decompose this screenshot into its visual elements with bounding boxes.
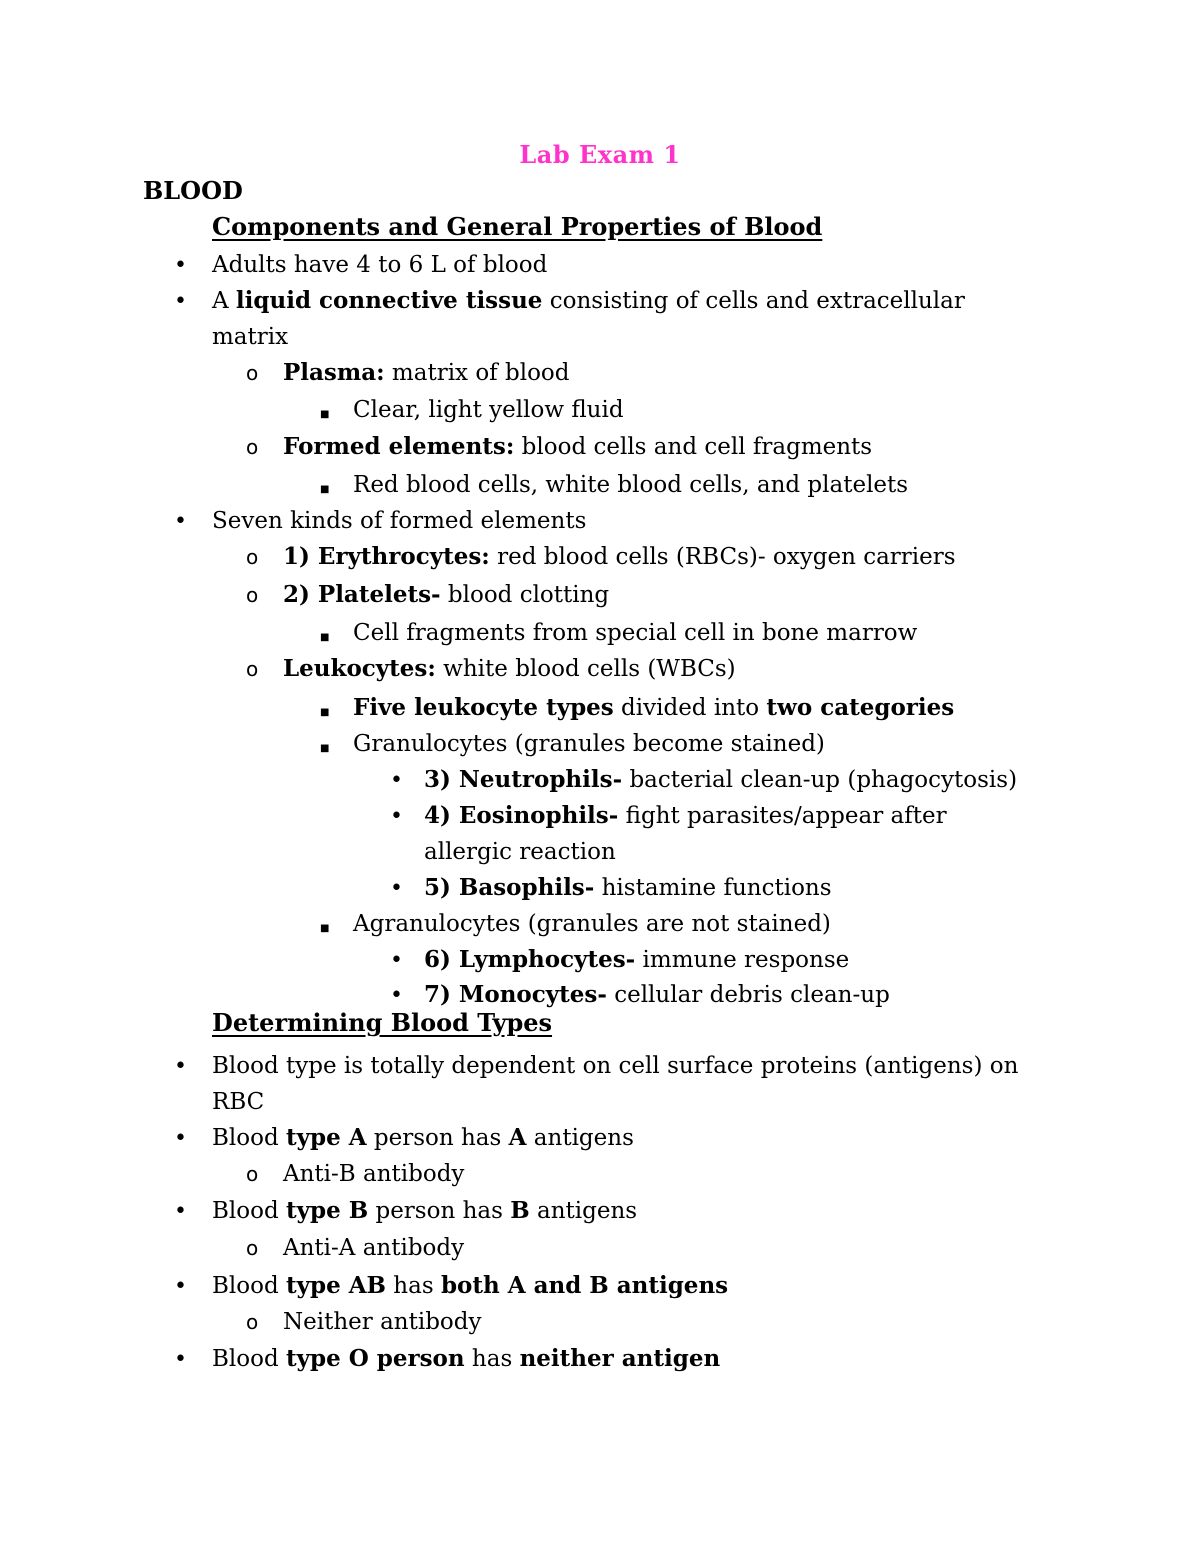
list-item [283,1304,481,1340]
bold-text: B [510,1197,530,1224]
bullet-icon: • [390,804,403,829]
list-item [353,392,624,428]
bold-text: type O person [286,1345,465,1372]
square-bullet-icon: ■ [320,632,330,643]
text-run: has [464,1346,520,1372]
square-bullet-icon: ■ [320,707,330,718]
bold-text: type B [286,1197,369,1224]
text-run: immune response [635,947,850,973]
bold-text: neither antigen [519,1345,721,1372]
circle-bullet-icon: o [246,1236,259,1260]
text-run: Blood [212,1125,286,1151]
text-run: white blood cells (WBCs) [435,656,736,682]
bold-text: Plasma: [283,359,385,386]
circle-bullet-icon: o [246,583,259,607]
bold-text: 6) Lymphocytes- [424,946,636,973]
list-item [283,1156,464,1192]
bullet-icon: • [390,948,403,973]
bold-text: 1) Erythrocytes: [283,543,490,570]
text-run: matrix [212,324,289,350]
list-item [212,1048,1018,1084]
text-run: has [386,1273,441,1299]
bold-text: Five leukocyte types [353,694,614,721]
text-run: histamine functions [594,875,832,901]
list-item [424,762,1017,798]
bold-text: 4) Eosinophils- [424,802,619,829]
list-item [424,798,947,834]
text-run: Agranulocytes (granules are not stained) [353,911,831,937]
text-run: Red blood cells, white blood cells, and platelets [353,472,909,498]
text-run: person has [366,1125,509,1151]
bullet-icon: • [174,1199,187,1224]
bullet-icon: • [174,1347,187,1372]
text-run: Adults have 4 to 6 L of blood [212,252,548,278]
list-item [283,539,956,575]
list-item [283,355,570,391]
text-run: Seven kinds of formed elements [212,508,587,534]
text-run: cellular debris clean-up [606,982,890,1008]
square-bullet-icon: ■ [320,409,330,420]
circle-bullet-icon: o [246,657,259,681]
bold-text: two categories [766,694,955,721]
square-bullet-icon: ■ [320,743,330,754]
text-run: antigens [526,1125,634,1151]
document-title: Lab Exam 1 [519,140,681,169]
bold-text: type AB [286,1272,386,1299]
list-item-continuation [212,319,288,355]
list-item [353,726,825,762]
text-run: A [212,288,236,314]
list-item [353,690,954,726]
list-item [212,1120,634,1156]
list-item-continuation [212,1084,264,1120]
bold-text: 2) Platelets- [283,581,441,608]
list-item [212,1193,637,1229]
text-run: matrix of blood [384,360,570,386]
circle-bullet-icon: o [246,1310,259,1334]
text-run: blood clotting [440,582,610,608]
circle-bullet-icon: o [246,435,259,459]
text-run: Anti-B antibody [283,1161,465,1187]
bold-text: A [508,1124,527,1151]
text-run: Cell fragments from special cell in bone marrow [353,620,918,646]
list-item [353,615,917,651]
list-item-continuation [424,834,616,870]
text-run: Blood [212,1273,286,1299]
bullet-icon: • [174,509,187,534]
circle-bullet-icon: o [246,545,259,569]
list-item [283,577,609,613]
text-run: Neither antibody [283,1309,482,1335]
bold-text: 7) Monocytes- [424,981,607,1008]
text-run: bacterial clean-up (phagocytosis) [622,767,1018,793]
text-run: person has [368,1198,511,1224]
list-item [353,906,831,942]
text-run: antigens [529,1198,638,1224]
text-run: RBC [212,1089,265,1115]
bullet-icon: • [174,253,187,278]
text-run: Blood type is totally dependent on cell surface proteins (antigens) on [212,1053,1019,1079]
text-run: Anti-A antibody [283,1235,465,1261]
bold-text: Leukocytes: [283,655,436,682]
bold-text: both A and B antigens [440,1272,729,1299]
text-run: Blood [212,1346,286,1372]
text-run: fight parasites/appear after [618,803,947,829]
list-item [212,503,586,539]
bold-text: Formed elements: [283,433,515,460]
bullet-icon: • [174,1126,187,1151]
text-run: blood cells and cell fragments [514,434,873,460]
bullet-icon: • [390,768,403,793]
list-item [283,651,736,687]
list-item [212,283,965,319]
circle-bullet-icon: o [246,361,259,385]
text-run: Granulocytes (granules become stained) [353,731,825,757]
list-item [353,467,908,503]
square-bullet-icon: ■ [320,923,330,934]
bold-text: 5) Basophils- [424,874,595,901]
bold-text: liquid connective tissue [235,287,543,314]
text-run: Blood [212,1198,286,1224]
subsection-heading: Components and General Properties of Blood [212,212,823,241]
text-run: red blood cells (RBCs)- oxygen carriers [489,544,956,570]
text-run: Clear, light yellow fluid [353,397,624,423]
bullet-icon: • [390,983,403,1008]
subsection-heading: Determining Blood Types [212,1008,553,1037]
bullet-icon: • [174,1054,187,1079]
text-run: consisting of cells and extracellular [542,288,965,314]
text-run: divided into [613,695,767,721]
list-item [212,1268,728,1304]
list-item [212,1341,720,1377]
list-item [424,942,849,978]
bold-text: type A [286,1124,367,1151]
list-item [212,247,547,283]
list-item [283,429,872,465]
bullet-icon: • [174,1274,187,1299]
list-item [283,1230,464,1266]
list-item [424,870,832,906]
section-title: BLOOD [143,176,243,205]
bold-text: 3) Neutrophils- [424,766,623,793]
circle-bullet-icon: o [246,1162,259,1186]
square-bullet-icon: ■ [320,484,330,495]
text-run: allergic reaction [424,839,616,865]
bullet-icon: • [174,289,187,314]
bullet-icon: • [390,876,403,901]
